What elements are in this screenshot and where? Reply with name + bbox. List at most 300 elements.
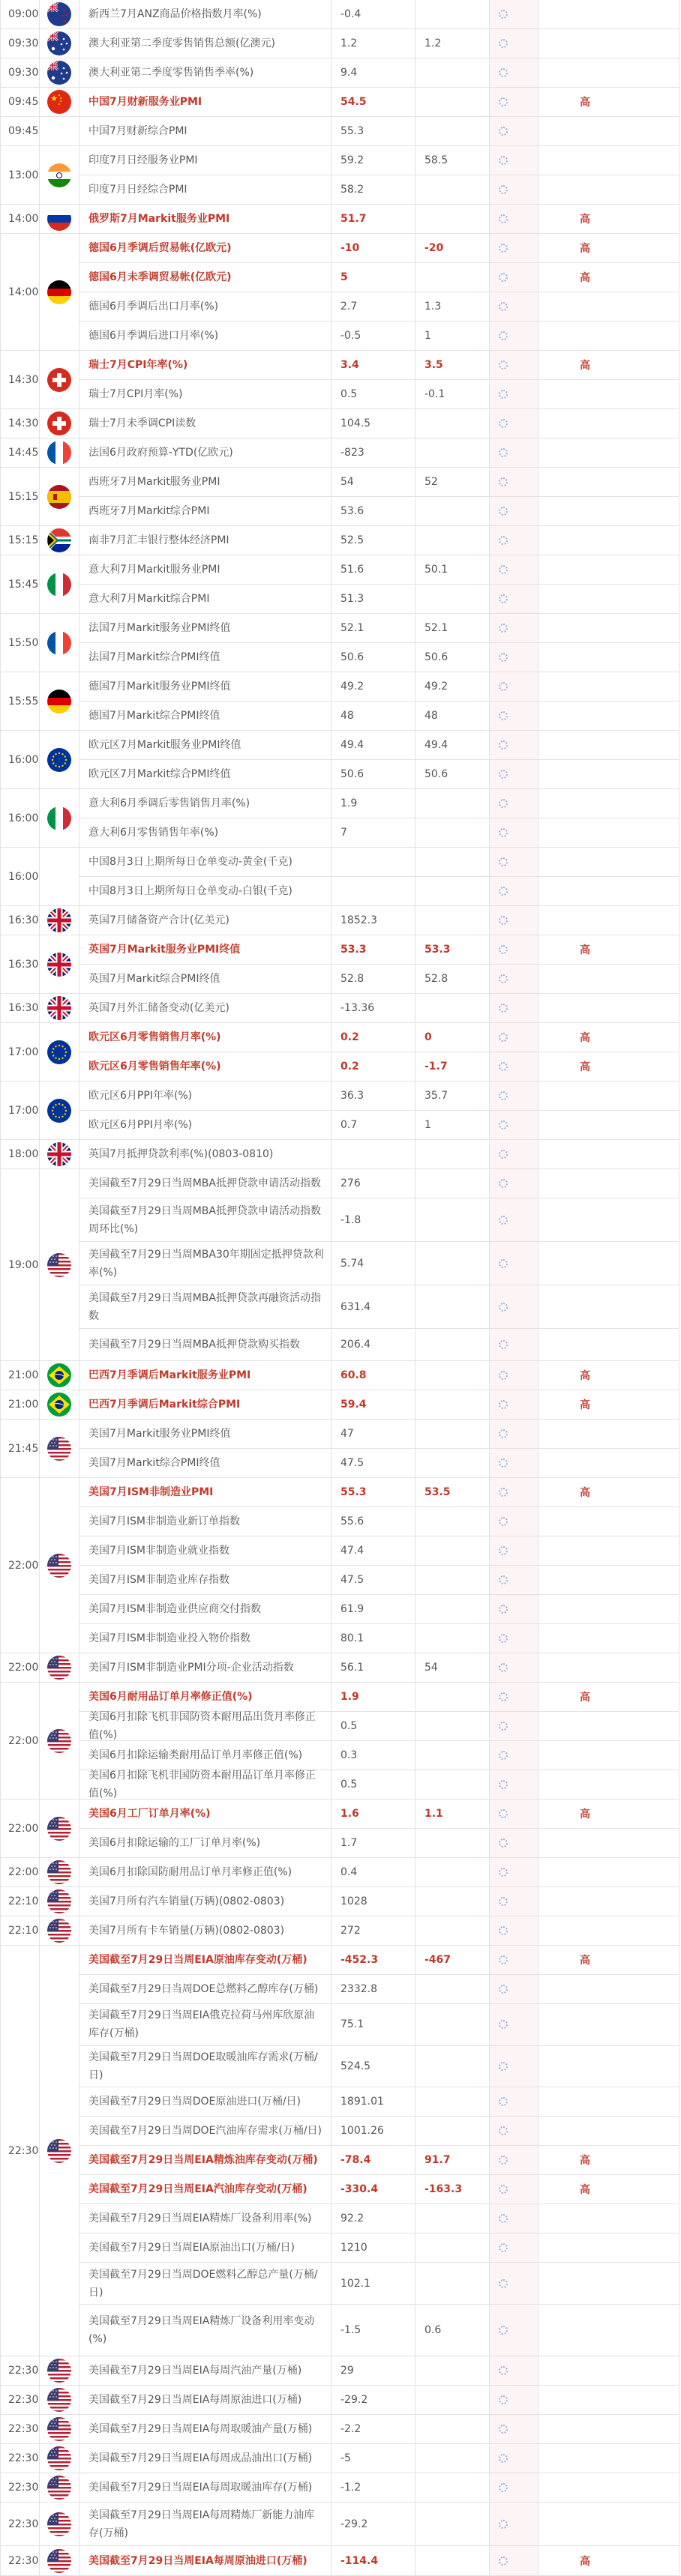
indicator-name[interactable]: 欧元区6月PPI月率(%) <box>80 1111 332 1139</box>
indicator-row[interactable] <box>80 965 679 994</box>
indicator-row[interactable] <box>80 2356 679 2386</box>
flag-cell <box>40 0 80 29</box>
time-cell: 22:30 <box>1 2546 40 2576</box>
indicator-row[interactable] <box>80 994 679 1023</box>
indicator-row[interactable] <box>80 935 679 965</box>
indicator-name[interactable]: 美国截至7月29日当周EIA每周取暖油库存(万桶) <box>80 2473 332 2502</box>
previous-value: 2.7 <box>332 292 416 321</box>
indicator-name[interactable]: 法国6月政府预算-YTD(亿欧元) <box>80 438 332 467</box>
event-group <box>80 1800 679 1858</box>
event-row <box>0 234 680 351</box>
event-group <box>80 1082 679 1140</box>
indicator-name[interactable]: 美国6月工厂订单月率(%) <box>80 1800 332 1828</box>
time-cell: 09:45 <box>1 117 40 146</box>
indicator-name[interactable]: 美国7月ISM非制造业新订单指数 <box>80 1507 332 1536</box>
forecast-value: 1 <box>416 1111 490 1139</box>
indicator-row[interactable] <box>80 702 679 731</box>
indicator-name[interactable]: 南非7月汇丰银行整体经济PMI <box>80 526 332 555</box>
indicator-name[interactable]: 欧元区6月零售销售年率(%) <box>80 1052 332 1081</box>
forecast-value: 50.6 <box>416 643 490 672</box>
event-group <box>80 1916 679 1946</box>
indicator-row[interactable] <box>80 88 679 117</box>
indicator-row[interactable] <box>80 1916 679 1946</box>
indicator-row[interactable] <box>80 117 679 146</box>
indicator-name[interactable]: 美国7月ISM非制造业PMI分项-企业活动指数 <box>80 1653 332 1682</box>
indicator-name[interactable]: 美国7月ISM非制造业投入物价指数 <box>80 1624 332 1653</box>
indicator-name[interactable]: 美国7月所有汽车销量(万辆)(0802-0803) <box>80 1887 332 1916</box>
loading-spinner-icon <box>499 1546 508 1555</box>
indicator-name[interactable]: 美国截至7月29日当周DOE原油进口(万桶/日) <box>80 2087 332 2116</box>
indicator-name[interactable]: 欧元区6月零售销售月率(%) <box>80 1023 332 1052</box>
indicator-name[interactable]: 中国7月财新服务业PMI <box>80 88 332 116</box>
previous-value: 58.2 <box>332 175 416 204</box>
indicator-name[interactable]: 英国7月抵押贷款利率(%)(0803-0810) <box>80 1140 332 1168</box>
indicator-name[interactable]: 美国截至7月29日当周EIA每周汽油产量(万桶) <box>80 2356 332 2385</box>
indicator-name[interactable]: 印度7月日经综合PMI <box>80 175 332 204</box>
indicator-row[interactable] <box>80 1140 679 1169</box>
indicator-row[interactable] <box>80 672 679 702</box>
importance-badge: 高 <box>580 214 590 226</box>
indicator-name[interactable]: 美国截至7月29日当周EIA俄克拉荷马州库欣原油库存(万桶) <box>80 2004 332 2045</box>
indicator-name[interactable]: 美国截至7月29日当周EIA精炼厂设备利用率(%) <box>80 2204 332 2233</box>
indicator-row[interactable] <box>80 2503 679 2546</box>
indicator-row[interactable] <box>80 58 679 88</box>
indicator-row[interactable] <box>80 731 679 760</box>
event-group <box>80 2546 679 2576</box>
indicator-name[interactable]: 美国截至7月29日当周EIA原油出口(万桶/日) <box>80 2233 332 2262</box>
flag-cell <box>40 2503 80 2546</box>
importance-badge <box>538 380 679 408</box>
indicator-name[interactable]: 中国7月财新综合PMI <box>80 117 332 145</box>
loading-spinner-icon <box>499 507 508 516</box>
indicator-row[interactable] <box>80 1285 679 1329</box>
previous-value: 47.5 <box>332 1566 416 1594</box>
indicator-name[interactable]: 美国截至7月29日当周EIA每周取暖油产量(万桶) <box>80 2415 332 2443</box>
indicator-name[interactable]: 美国7月所有卡车销量(万辆)(0802-0803) <box>80 1916 332 1945</box>
indicator-name[interactable]: 西班牙7月Markit综合PMI <box>80 497 332 525</box>
indicator-row[interactable] <box>80 1946 679 1975</box>
indicator-row[interactable] <box>80 2305 679 2356</box>
time-cell: 22:10 <box>1 1887 40 1916</box>
indicator-name[interactable]: 英国7月Markit综合PMI终值 <box>80 965 332 993</box>
loading-spinner-icon <box>499 1091 508 1100</box>
event-row <box>0 1887 680 1916</box>
indicator-name[interactable]: 美国截至7月29日当周DOE总燃料乙醇库存(万桶) <box>80 1975 332 2003</box>
indicator-name[interactable]: 美国截至7月29日当周EIA汽油库存变动(万桶) <box>80 2175 332 2204</box>
importance-badge <box>538 0 679 28</box>
indicator-row[interactable] <box>80 1023 679 1052</box>
indicator-name[interactable]: 英国7月Markit服务业PMI终值 <box>80 935 332 964</box>
forecast-value: -467 <box>416 1946 490 1974</box>
actual-value-cell <box>490 1052 538 1081</box>
event-group <box>80 1653 679 1683</box>
indicator-row[interactable] <box>80 1653 679 1683</box>
indicator-row[interactable] <box>80 322 679 351</box>
indicator-row[interactable] <box>80 1082 679 1111</box>
loading-spinner-icon <box>499 185 508 194</box>
event-group <box>80 994 679 1023</box>
indicator-row[interactable] <box>80 2046 679 2088</box>
indicator-name[interactable]: 美国截至7月29日当周EIA精炼厂设备利用率变动(%) <box>80 2305 332 2356</box>
indicator-name[interactable]: 美国截至7月29日当周EIA每周精炼厂新能力油库存(万桶) <box>80 2503 332 2545</box>
indicator-row[interactable] <box>80 2386 679 2415</box>
previous-value: -823 <box>332 438 416 467</box>
indicator-row[interactable] <box>80 175 679 205</box>
indicator-row[interactable] <box>80 409 679 438</box>
time-cell: 22:30 <box>1 2444 40 2473</box>
importance-badge <box>538 1169 679 1198</box>
loading-spinner-icon <box>499 2126 508 2135</box>
indicator-row[interactable] <box>80 1800 679 1829</box>
time-cell: 16:00 <box>1 789 40 848</box>
previous-value: 51.6 <box>332 555 416 584</box>
indicator-row[interactable] <box>80 1858 679 1887</box>
loading-spinner-icon <box>499 799 508 808</box>
indicator-name[interactable]: 瑞士7月未季调CPI读数 <box>80 409 332 438</box>
loading-spinner-icon <box>499 2279 508 2288</box>
actual-value-cell <box>490 1770 538 1799</box>
country-flag-in-icon <box>47 163 71 187</box>
time-cell: 16:30 <box>1 994 40 1023</box>
importance-badge <box>538 614 679 642</box>
indicator-row[interactable] <box>80 2004 679 2046</box>
country-flag-eu-icon <box>47 748 71 772</box>
loading-spinner-icon <box>499 302 508 311</box>
indicator-name[interactable]: 美国7月Markit综合PMI终值 <box>80 1449 332 1477</box>
indicator-name[interactable]: 巴西7月季调后Markit综合PMI <box>80 1390 332 1419</box>
country-flag-us-icon <box>47 1656 71 1680</box>
country-flag-it-icon <box>47 806 71 830</box>
previous-value: 75.1 <box>332 2004 416 2045</box>
indicator-row[interactable] <box>80 468 679 497</box>
indicator-row[interactable] <box>80 1829 679 1858</box>
forecast-value <box>416 1916 490 1945</box>
indicator-name[interactable]: 美国7月ISM非制造业PMI <box>80 1478 332 1506</box>
indicator-row[interactable] <box>80 234 679 263</box>
indicator-row[interactable] <box>80 146 679 175</box>
event-row <box>0 438 680 468</box>
event-row <box>0 789 680 848</box>
importance-badge <box>538 58 679 87</box>
indicator-name[interactable]: 美国截至7月29日当周MBA抵押贷款申请活动指数周环比(%) <box>80 1198 332 1241</box>
time-cell: 14:30 <box>1 351 40 409</box>
indicator-name[interactable]: 意大利7月Markit综合PMI <box>80 585 332 613</box>
actual-value-cell <box>490 2386 538 2414</box>
indicator-name[interactable]: 意大利6月零售销售年率(%) <box>80 818 332 847</box>
actual-value-cell <box>490 0 538 28</box>
indicator-row[interactable] <box>80 1169 679 1198</box>
indicator-row[interactable] <box>80 2175 679 2204</box>
indicator-name[interactable]: 美国6月扣除国防耐用品订单月率修正值(%) <box>80 1858 332 1886</box>
forecast-value <box>416 88 490 116</box>
previous-value: 524.5 <box>332 2046 416 2087</box>
indicator-row[interactable] <box>80 1449 679 1478</box>
previous-value: 1.2 <box>332 29 416 58</box>
indicator-row[interactable] <box>80 351 679 380</box>
flag-cell <box>40 146 80 205</box>
loading-spinner-icon <box>499 536 508 545</box>
indicator-name[interactable]: 美国6月耐用品订单月率修正值(%) <box>80 1683 332 1711</box>
indicator-name[interactable]: 美国7月ISM非制造业供应商交付指数 <box>80 1595 332 1623</box>
forecast-value <box>416 263 490 292</box>
indicator-row[interactable] <box>80 1595 679 1624</box>
indicator-name[interactable]: 英国7月储备资产合计(亿美元) <box>80 906 332 935</box>
indicator-row[interactable] <box>80 1624 679 1653</box>
indicator-row[interactable] <box>80 292 679 322</box>
loading-spinner-icon <box>499 1179 508 1188</box>
indicator-row[interactable] <box>80 2263 679 2305</box>
indicator-name[interactable]: 美国截至7月29日当周EIA原油库存变动(万桶) <box>80 1946 332 1974</box>
flag-cell <box>40 1683 80 1800</box>
time-cell: 16:30 <box>1 906 40 935</box>
indicator-name[interactable]: 西班牙7月Markit服务业PMI <box>80 468 332 496</box>
indicator-row[interactable] <box>80 818 679 848</box>
indicator-name[interactable]: 德国6月季调后出口月率(%) <box>80 292 332 321</box>
actual-value-cell <box>490 2175 538 2204</box>
flag-cell <box>40 234 80 351</box>
flag-cell <box>40 29 80 58</box>
indicator-name[interactable]: 俄罗斯7月Markit服务业PMI <box>80 205 332 233</box>
indicator-name[interactable]: 美国截至7月29日当周EIA每周原油进口(万桶) <box>80 2546 332 2575</box>
indicator-row[interactable] <box>80 263 679 292</box>
indicator-row[interactable] <box>80 1536 679 1566</box>
importance-badge <box>538 643 679 672</box>
importance-badge <box>538 2305 679 2356</box>
previous-value: -29.2 <box>332 2503 416 2545</box>
flag-cell <box>40 88 80 117</box>
actual-value-cell <box>490 2415 538 2443</box>
indicator-row[interactable] <box>80 1111 679 1140</box>
loading-spinner-icon <box>499 1839 508 1847</box>
importance-badge <box>538 1507 679 1536</box>
country-flag-gb-icon <box>47 1142 71 1166</box>
indicator-name[interactable]: 美国6月扣除运输的工厂订单月率(%) <box>80 1829 332 1857</box>
indicator-name[interactable]: 美国截至7月29日当周EIA精炼油库存变动(万桶) <box>80 2146 332 2174</box>
event-row <box>0 29 680 58</box>
indicator-name[interactable]: 美国截至7月29日当周EIA每周成品油出口(万桶) <box>80 2444 332 2473</box>
indicator-row[interactable] <box>80 1361 679 1390</box>
indicator-row[interactable] <box>80 848 679 877</box>
flag-cell <box>40 526 80 555</box>
importance-badge <box>538 1770 679 1799</box>
importance-badge <box>538 1536 679 1565</box>
event-row <box>0 2444 680 2473</box>
indicator-row[interactable] <box>80 1198 679 1242</box>
loading-spinner-icon <box>499 390 508 399</box>
indicator-row[interactable] <box>80 497 679 526</box>
indicator-name[interactable]: 澳大利亚第二季度零售销售季率(%) <box>80 58 332 87</box>
indicator-name[interactable]: 美国截至7月29日当周MBA抵押贷款购买指数 <box>80 1329 332 1360</box>
flag-cell <box>40 351 80 409</box>
indicator-name[interactable]: 欧元区7月Markit综合PMI终值 <box>80 760 332 788</box>
actual-value-cell <box>490 2146 538 2174</box>
event-group <box>80 1140 679 1169</box>
previous-value: 0.2 <box>332 1023 416 1052</box>
loading-spinner-icon <box>499 828 508 837</box>
loading-spinner-icon <box>499 331 508 340</box>
indicator-name[interactable]: 德国7月Markit综合PMI终值 <box>80 702 332 730</box>
previous-value: 47.4 <box>332 1536 416 1565</box>
indicator-row[interactable] <box>80 1566 679 1595</box>
indicator-name[interactable]: 美国截至7月29日当周DOE汽油库存需求(万桶/日) <box>80 2117 332 2145</box>
actual-value-cell <box>490 1169 538 1198</box>
indicator-name[interactable]: 中国8月3日上期所每日仓单变动-黄金(千克) <box>80 848 332 876</box>
forecast-value <box>416 497 490 525</box>
importance-badge <box>538 818 679 847</box>
indicator-name[interactable]: 美国6月扣除飞机非国防资本耐用品订单月率修正值(%) <box>80 1770 332 1799</box>
importance-badge <box>538 146 679 175</box>
indicator-row[interactable] <box>80 614 679 643</box>
indicator-name[interactable]: 美国6月扣除飞机非国防资本耐用品出货月率修正值(%) <box>80 1712 332 1740</box>
indicator-name[interactable]: 美国截至7月29日当周MBA30年期固定抵押贷款利率(%) <box>80 1242 332 1285</box>
indicator-row[interactable] <box>80 1390 679 1420</box>
indicator-name[interactable]: 瑞士7月CPI月率(%) <box>80 380 332 408</box>
indicator-name[interactable]: 中国8月3日上期所每日仓单变动-白银(千克) <box>80 877 332 905</box>
loading-spinner-icon <box>499 1429 508 1438</box>
indicator-row[interactable] <box>80 2117 679 2146</box>
loading-spinner-icon <box>499 1634 508 1643</box>
actual-value-cell <box>490 1140 538 1168</box>
loading-spinner-icon <box>499 1955 508 1964</box>
indicator-row[interactable] <box>80 438 679 468</box>
indicator-name[interactable]: 德国6月未季调贸易帐(亿欧元) <box>80 263 332 292</box>
event-row <box>0 731 680 789</box>
indicator-name[interactable]: 英国7月外汇储备变动(亿美元) <box>80 994 332 1022</box>
event-group <box>80 29 679 58</box>
indicator-name[interactable]: 新西兰7月ANZ商品价格指数月率(%) <box>80 0 332 28</box>
indicator-row[interactable] <box>80 2233 679 2263</box>
indicator-name[interactable]: 意大利6月季调后零售销售月率(%) <box>80 789 332 818</box>
time-cell: 15:15 <box>1 526 40 555</box>
indicator-name[interactable]: 欧元区6月PPI年率(%) <box>80 1082 332 1110</box>
previous-value <box>332 848 416 876</box>
indicator-name[interactable]: 澳大利亚第二季度零售销售总额(亿澳元) <box>80 29 332 58</box>
indicator-row[interactable] <box>80 760 679 789</box>
loading-spinner-icon <box>499 887 508 896</box>
loading-spinner-icon <box>499 2214 508 2223</box>
importance-badge <box>538 906 679 935</box>
actual-value-cell <box>490 2117 538 2145</box>
indicator-row[interactable] <box>80 0 679 29</box>
previous-value: 104.5 <box>332 409 416 438</box>
indicator-row[interactable] <box>80 585 679 614</box>
indicator-name[interactable]: 美国截至7月29日当周MBA抵押贷款再融资活动指数 <box>80 1285 332 1328</box>
flag-cell <box>40 205 80 234</box>
indicator-name[interactable]: 瑞士7月CPI年率(%) <box>80 351 332 379</box>
importance-badge <box>538 848 679 876</box>
loading-spinner-icon <box>499 1120 508 1129</box>
previous-value: -10 <box>332 234 416 262</box>
indicator-row[interactable] <box>80 877 679 906</box>
indicator-name[interactable]: 美国截至7月29日当周DOE取暖油库存需求(万桶/日) <box>80 2046 332 2087</box>
indicator-row[interactable] <box>80 906 679 935</box>
previous-value: 47.5 <box>332 1449 416 1477</box>
indicator-name[interactable]: 美国7月Markit服务业PMI终值 <box>80 1420 332 1448</box>
forecast-value: 1.2 <box>416 29 490 58</box>
event-group <box>80 468 679 526</box>
indicator-row[interactable] <box>80 1052 679 1082</box>
event-row <box>0 614 680 672</box>
indicator-name[interactable]: 美国7月ISM非制造业就业指数 <box>80 1536 332 1565</box>
indicator-row[interactable] <box>80 2444 679 2473</box>
indicator-row[interactable] <box>80 2415 679 2444</box>
previous-value: 92.2 <box>332 2204 416 2233</box>
importance-badge <box>538 1858 679 1886</box>
indicator-row[interactable] <box>80 205 679 234</box>
indicator-row[interactable] <box>80 1712 679 1741</box>
indicator-row[interactable] <box>80 1975 679 2004</box>
indicator-name[interactable]: 法国7月Markit服务业PMI终值 <box>80 614 332 642</box>
importance-badge <box>538 1329 679 1360</box>
actual-value-cell <box>490 2233 538 2262</box>
indicator-row[interactable] <box>80 1420 679 1449</box>
indicator-name[interactable]: 印度7月日经服务业PMI <box>80 146 332 175</box>
importance-badge: 高 <box>580 1061 590 1073</box>
indicator-name[interactable]: 巴西7月季调后Markit服务业PMI <box>80 1361 332 1390</box>
event-group <box>80 409 679 438</box>
indicator-name[interactable]: 美国7月ISM非制造业库存指数 <box>80 1566 332 1594</box>
importance-badge <box>538 2263 679 2304</box>
loading-spinner-icon <box>499 2326 508 2335</box>
indicator-row[interactable] <box>80 1887 679 1916</box>
indicator-row[interactable] <box>80 1478 679 1507</box>
indicator-row[interactable] <box>80 526 679 555</box>
country-flag-gb-icon <box>47 996 71 1020</box>
indicator-name[interactable]: 美国截至7月29日当周MBA抵押贷款申请活动指数 <box>80 1169 332 1198</box>
importance-badge <box>538 1887 679 1916</box>
indicator-name[interactable]: 意大利7月Markit服务业PMI <box>80 555 332 584</box>
indicator-row[interactable] <box>80 1242 679 1285</box>
importance-badge <box>538 994 679 1022</box>
indicator-row[interactable] <box>80 1329 679 1361</box>
actual-value-cell <box>490 848 538 876</box>
indicator-row[interactable] <box>80 29 679 58</box>
actual-value-cell <box>490 614 538 642</box>
forecast-value <box>416 1741 490 1770</box>
indicator-name[interactable]: 欧元区7月Markit服务业PMI终值 <box>80 731 332 759</box>
flag-cell <box>40 409 80 438</box>
indicator-name[interactable]: 美国6月扣除运输类耐用品订单月率修正值(%) <box>80 1741 332 1770</box>
indicator-row[interactable] <box>80 2546 679 2576</box>
time-cell: 18:00 <box>1 1140 40 1169</box>
indicator-row[interactable] <box>80 1770 679 1800</box>
loading-spinner-icon <box>499 1150 508 1159</box>
forecast-value <box>416 1361 490 1390</box>
indicator-row[interactable] <box>80 555 679 585</box>
loading-spinner-icon <box>499 624 508 633</box>
indicator-row[interactable] <box>80 2473 679 2503</box>
actual-value-cell <box>490 1536 538 1565</box>
actual-value-cell <box>490 409 538 438</box>
indicator-row[interactable] <box>80 2087 679 2117</box>
indicator-name[interactable]: 美国截至7月29日当周DOE燃料乙醇总产量(万桶/日) <box>80 2263 332 2304</box>
indicator-name[interactable]: 德国7月Markit服务业PMI终值 <box>80 672 332 701</box>
indicator-name[interactable]: 美国截至7月29日当周EIA每周原油进口(万桶) <box>80 2386 332 2414</box>
event-group <box>80 1478 679 1653</box>
indicator-name[interactable]: 法国7月Markit综合PMI终值 <box>80 643 332 672</box>
indicator-name[interactable]: 德国6月季调后进口月率(%) <box>80 322 332 350</box>
indicator-row[interactable] <box>80 1507 679 1536</box>
forecast-value <box>416 2263 490 2304</box>
indicator-row[interactable] <box>80 789 679 818</box>
indicator-row[interactable] <box>80 643 679 672</box>
indicator-row[interactable] <box>80 2146 679 2175</box>
indicator-name[interactable]: 德国6月季调后贸易帐(亿欧元) <box>80 234 332 262</box>
time-cell: 22:30 <box>1 2386 40 2415</box>
event-group <box>80 731 679 789</box>
indicator-row[interactable] <box>80 380 679 409</box>
indicator-row[interactable] <box>80 2204 679 2233</box>
